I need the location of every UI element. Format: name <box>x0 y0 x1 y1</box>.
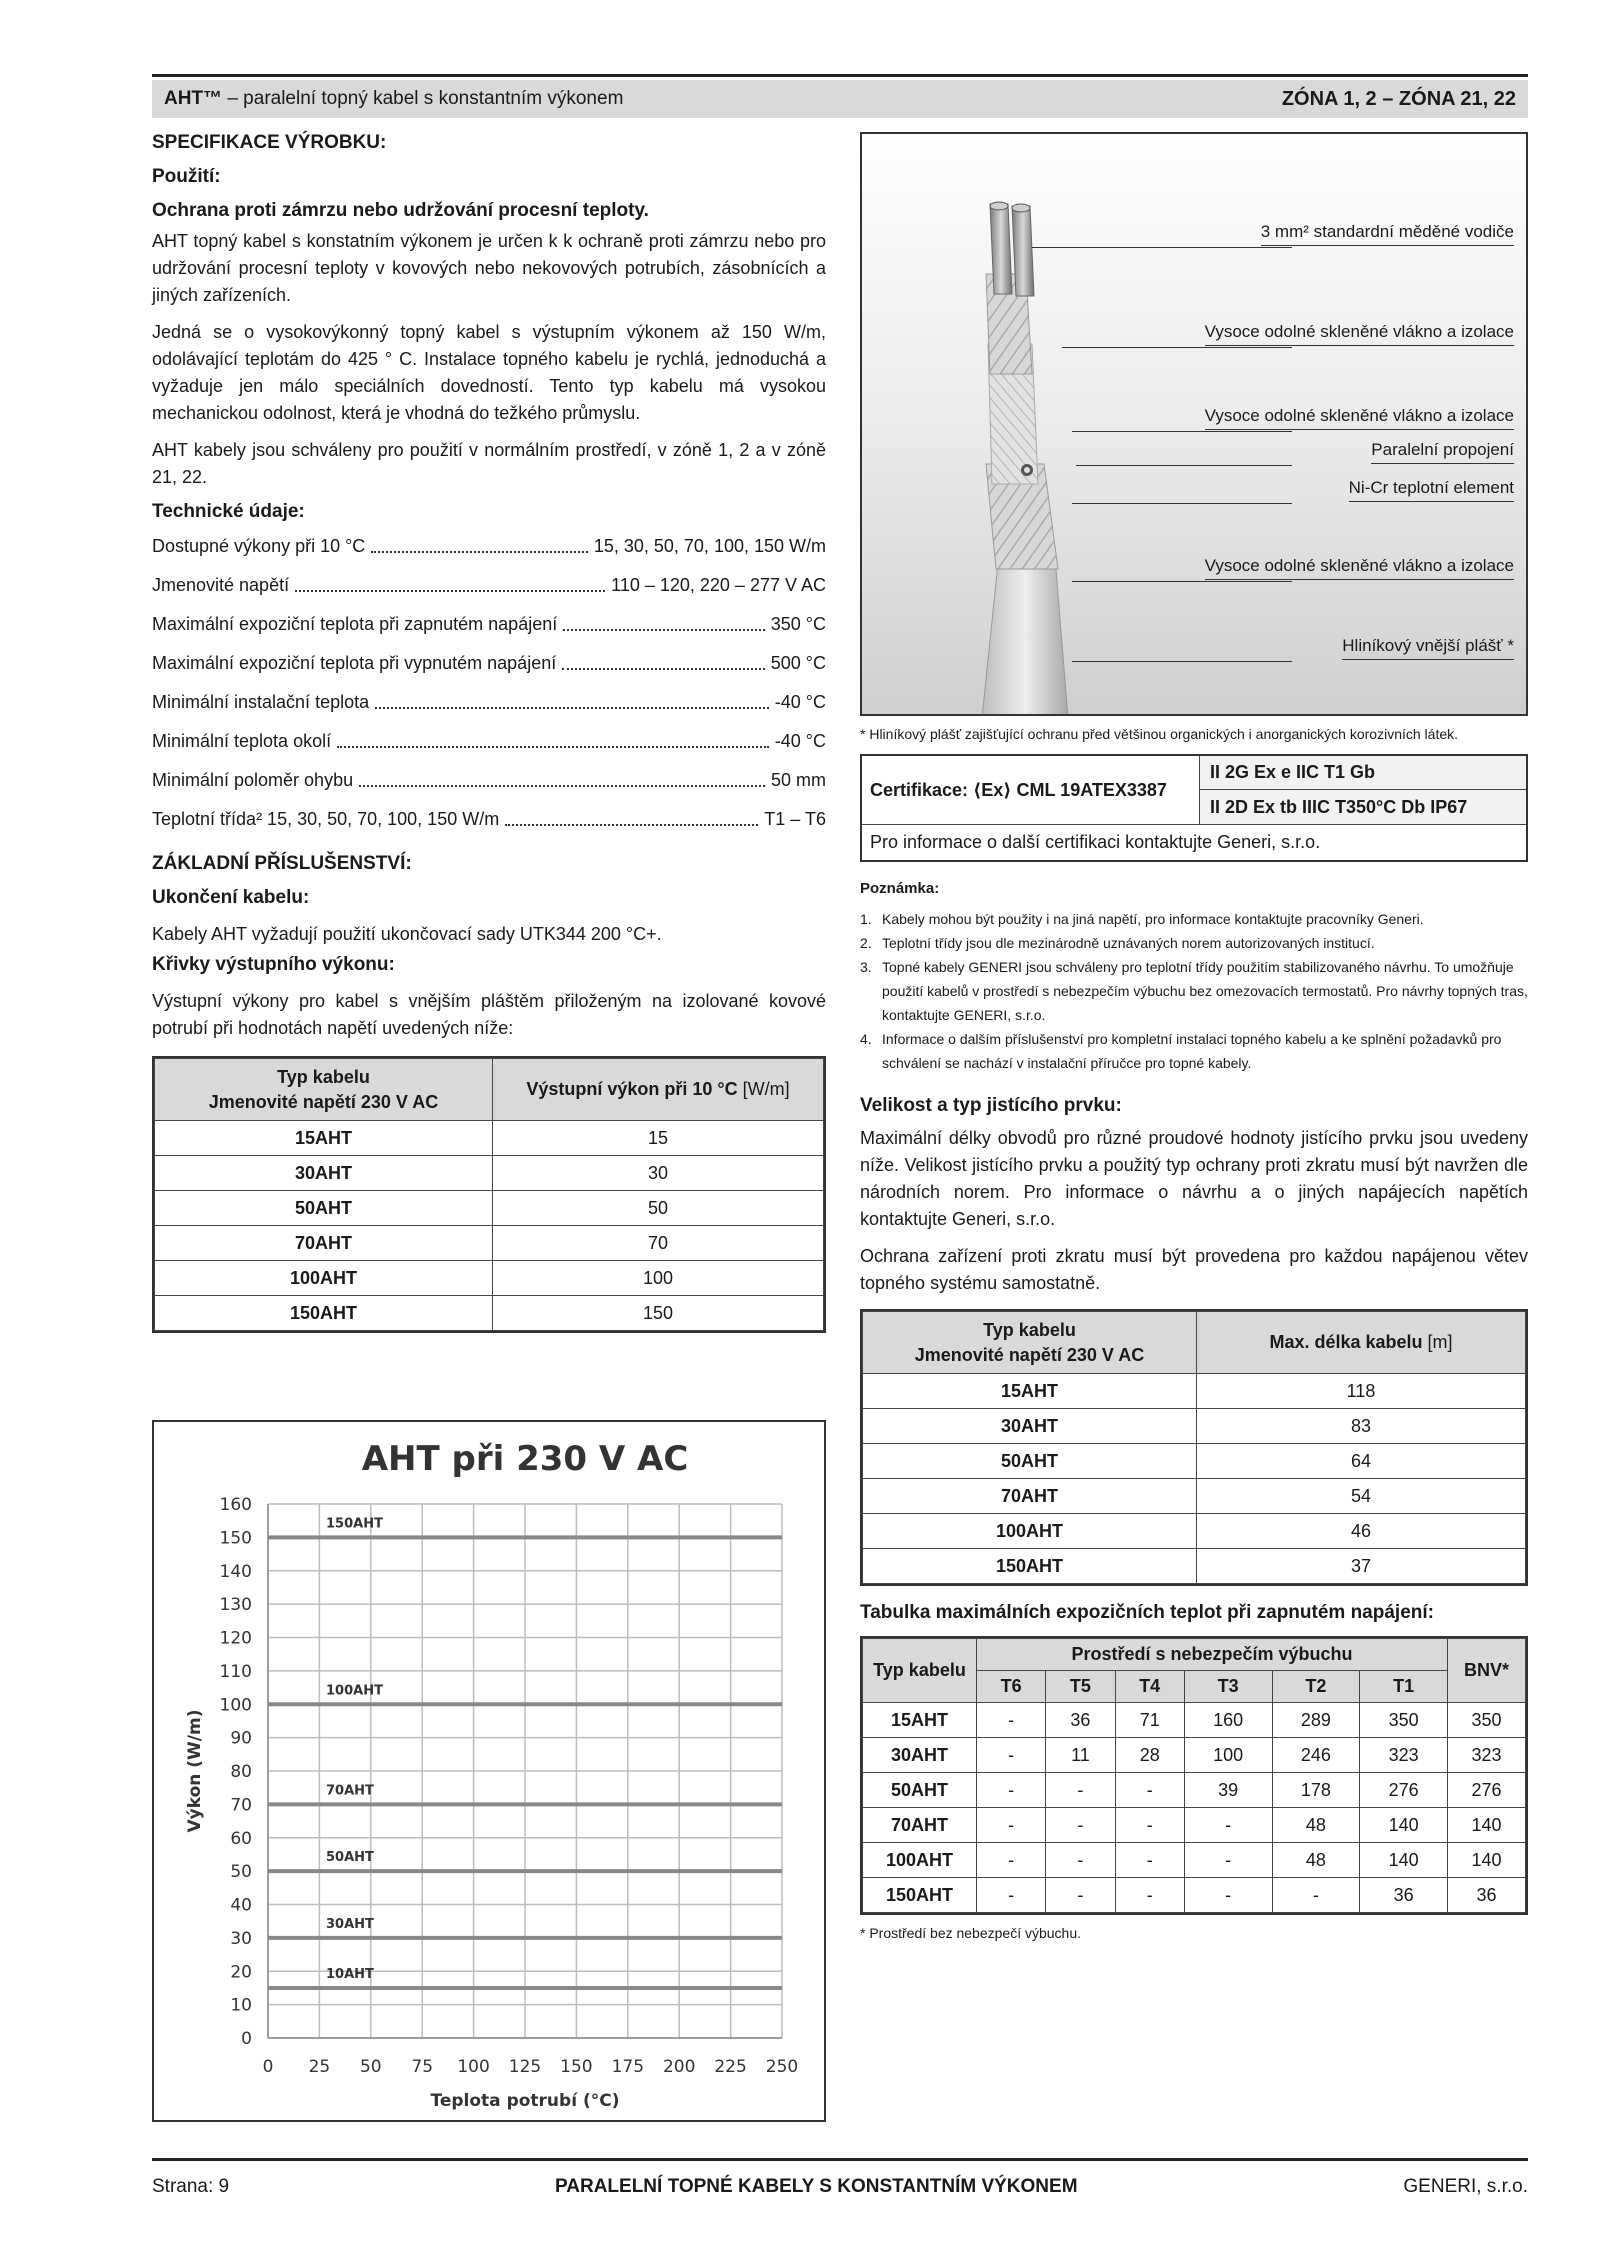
cell-value: 118 <box>1197 1374 1526 1409</box>
cell-value: 50 <box>493 1191 824 1226</box>
cell-type: 70AHT <box>863 1808 977 1843</box>
table-row <box>863 1773 1526 1808</box>
note-number: 3. <box>860 959 872 975</box>
tech-value: -40 °C <box>774 731 826 751</box>
cell-temp: 140 <box>1360 1808 1448 1843</box>
temp-col-type: Typ kabelu <box>863 1639 977 1703</box>
tech-row <box>152 800 826 839</box>
cell-temp: 48 <box>1272 1843 1360 1878</box>
table-row <box>155 1226 824 1261</box>
cell-temp: - <box>1184 1808 1272 1843</box>
tech-list <box>152 527 826 839</box>
tech-row <box>152 761 826 800</box>
note-item <box>860 907 1528 931</box>
temp-col-bnv: BNV* <box>1448 1639 1526 1703</box>
series-label: 70AHT <box>326 1783 374 1799</box>
figure-label: Vysoce odolné skleněné vlákno a izolace <box>1205 406 1514 430</box>
x-tick-label: 150 <box>560 2057 593 2077</box>
cell-bnv: 323 <box>1448 1738 1526 1773</box>
series-label: 10AHT <box>326 1966 374 1982</box>
cell-temp: 100 <box>1184 1738 1272 1773</box>
cell-value: 37 <box>1197 1549 1526 1584</box>
table-row <box>155 1156 824 1191</box>
y-tick-label: 100 <box>219 1695 252 1716</box>
notes-list <box>860 907 1528 1075</box>
dot-leader <box>505 814 758 826</box>
figure-label: Ni-Cr teplotní element <box>1349 478 1514 502</box>
header-zone: ZÓNA 1, 2 – ZÓNA 21, 22 <box>1281 87 1516 110</box>
cell-bnv: 36 <box>1448 1878 1526 1913</box>
footer-title: PARALELNÍ TOPNÉ KABELY S KONSTANTNÍM VÝKONEM <box>554 2176 1078 2197</box>
cell-temp: - <box>977 1703 1046 1738</box>
note-item <box>860 931 1528 955</box>
x-tick-label: 250 <box>765 2057 799 2077</box>
cell-type: 70AHT <box>155 1226 493 1261</box>
dot-leader <box>562 658 765 670</box>
cell-type: 100AHT <box>863 1514 1197 1549</box>
x-tick-label: 225 <box>714 2057 747 2077</box>
termination-heading: Ukončení kabelu: <box>152 887 310 908</box>
cell-value: 15 <box>493 1121 824 1156</box>
x-tick-label: 200 <box>662 2057 696 2077</box>
y-tick-label: 160 <box>219 1495 252 1515</box>
y-tick-label: 60 <box>230 1828 252 1849</box>
temp-class-header: T4 <box>1115 1671 1184 1703</box>
y-tick-label: 20 <box>230 1962 252 1983</box>
left-column <box>152 132 826 1333</box>
cert-marking-dust: II 2D Ex tb IIIC T350°C Db IP67 <box>1200 790 1526 824</box>
table-row <box>863 1738 1526 1773</box>
x-tick-label: 100 <box>457 2057 490 2077</box>
note-text: Kabely mohou být použity i na jiná napětí, pro informace kontaktujte pracovníky Generi. <box>882 911 1424 927</box>
temp-class-header: T5 <box>1046 1671 1115 1703</box>
cell-temp: 323 <box>1360 1738 1448 1773</box>
certification-box <box>860 754 1528 862</box>
curves-heading: Křivky výstupního výkonu: <box>152 954 395 975</box>
x-tick-label: 75 <box>411 2057 434 2077</box>
tech-label: Jmenovité napětí <box>152 575 290 595</box>
cell-temp: - <box>977 1738 1046 1773</box>
cert-label: Certifikace: ⟨Ex⟩ CML 19ATEX3387 <box>862 756 1200 824</box>
tech-label: Minimální poloměr ohybu <box>152 770 354 790</box>
cable-figure <box>860 132 1528 716</box>
notes-heading: Poznámka: <box>860 880 940 897</box>
cell-type: 15AHT <box>155 1121 493 1156</box>
top-rule <box>152 74 1528 77</box>
tech-value: 50 mm <box>770 770 826 790</box>
table-row <box>155 1296 824 1331</box>
chart-svg <box>154 1422 824 2120</box>
figure-leader-line <box>1072 503 1292 504</box>
y-tick-label: 150 <box>219 1528 252 1549</box>
tech-value: 110 – 120, 220 – 277 V AC <box>611 575 826 595</box>
cell-temp: 28 <box>1115 1738 1184 1773</box>
y-tick-label: 0 <box>241 2029 252 2049</box>
cell-temp: 36 <box>1360 1878 1448 1913</box>
use-subheading: Ochrana proti zámrzu nebo udržování procesní teploty. <box>152 200 649 221</box>
tech-label: Teplotní třída² 15, 30, 50, 70, 100, 150 W/m <box>152 809 500 829</box>
cell-value: 83 <box>1197 1409 1526 1444</box>
cert-info: Pro informace o další certifikaci kontaktujte Generi, s.r.o. <box>862 824 1526 860</box>
cell-type: 50AHT <box>863 1773 977 1808</box>
cell-type: 50AHT <box>863 1444 1197 1479</box>
cell-temp: - <box>977 1843 1046 1878</box>
breaker-paragraph-1: Maximální délky obvodů pro různé proudové hodnoty jistícího prvku jsou uvedeny níže. Velikost jistícího prvku a použitý typ ochrany proti zkratu musí být navržen dle národních norem. Pro informace o návrhu a o jiných napájecích napětích kontaktujte Generi, s.r.o. <box>860 1128 1528 1229</box>
cell-type: 150AHT <box>155 1296 493 1331</box>
cell-type: 30AHT <box>863 1409 1197 1444</box>
cell-temp: 350 <box>1360 1703 1448 1738</box>
y-tick-label: 120 <box>219 1628 252 1649</box>
y-tick-label: 80 <box>230 1762 252 1782</box>
cell-temp: - <box>1115 1773 1184 1808</box>
table-row <box>863 1703 1526 1738</box>
table-row <box>863 1808 1526 1843</box>
cell-temp: 289 <box>1272 1703 1360 1738</box>
page-footer <box>152 2176 1528 2198</box>
x-tick-label: 50 <box>359 2057 382 2077</box>
power-chart <box>152 1420 826 2122</box>
output-table <box>152 1056 826 1333</box>
cell-temp: 178 <box>1272 1773 1360 1808</box>
bottom-rule <box>152 2158 1528 2161</box>
cell-temp: - <box>1046 1808 1115 1843</box>
series-label: 30AHT <box>326 1916 374 1932</box>
table-row <box>155 1121 824 1156</box>
cell-temp: - <box>1115 1878 1184 1913</box>
dot-leader <box>371 541 588 553</box>
note-item <box>860 1027 1528 1075</box>
cell-value: 64 <box>1197 1444 1526 1479</box>
cell-temp: - <box>1115 1843 1184 1878</box>
length-col-type: Typ kabelu Jmenovité napětí 230 V AC <box>863 1312 1197 1374</box>
cell-type: 15AHT <box>863 1374 1197 1409</box>
cell-temp: - <box>1272 1878 1360 1913</box>
cell-temp: - <box>1046 1878 1115 1913</box>
figure-leader-line <box>1062 347 1292 348</box>
tech-label: Minimální teplota okolí <box>152 731 332 751</box>
figure-leader-line <box>1072 661 1292 662</box>
dot-leader <box>359 775 765 787</box>
figure-label: 3 mm² standardní měděné vodiče <box>1261 222 1514 246</box>
breaker-heading: Velikost a typ jistícího prvku: <box>860 1095 1122 1116</box>
figure-leader-line <box>1076 465 1292 466</box>
note-text: Topné kabely GENERI jsou schváleny pro teplotní třídy použitím stabilizovaného návrhu. To umožňuje použití kabelů v prostředí s nebezpečím výbuchu bez omezovacích termostatů. Pro návrhy topných tras, kontaktujte GENERI, s.r.o. <box>882 959 1528 1023</box>
tech-row <box>152 683 826 722</box>
y-axis-label: Výkon (W/m) <box>185 1709 205 1833</box>
table-row <box>863 1409 1526 1444</box>
note-number: 4. <box>860 1031 872 1047</box>
cell-bnv: 276 <box>1448 1773 1526 1808</box>
cell-temp: 39 <box>1184 1773 1272 1808</box>
cell-type: 30AHT <box>863 1738 977 1773</box>
spec-paragraph-1: AHT topný kabel s konstatním výkonem je určen k k ochraně proti zámrzu nebo pro udržování procesní teploty v kovových nebo nekovových potrubích, zásobnících a jiných zařízeních. <box>152 231 826 305</box>
y-tick-label: 10 <box>230 1995 252 2016</box>
y-tick-label: 130 <box>219 1595 252 1616</box>
cell-temp: 160 <box>1184 1703 1272 1738</box>
tech-row <box>152 527 826 566</box>
tech-label: Minimální instalační teplota <box>152 692 370 712</box>
table-row <box>863 1479 1526 1514</box>
spec-heading: SPECIFIKACE VÝROBKU: <box>152 132 387 153</box>
cell-type: 100AHT <box>155 1261 493 1296</box>
cell-temp: 140 <box>1360 1843 1448 1878</box>
temp-class-header: T2 <box>1272 1671 1360 1703</box>
cert-marking-gas: II 2G Ex e IIC T1 Gb <box>1200 756 1526 790</box>
x-tick-label: 125 <box>508 2057 542 2077</box>
y-tick-label: 40 <box>230 1895 252 1916</box>
footer-company: GENERI, s.r.o. <box>1403 2176 1528 2197</box>
table-row <box>863 1549 1526 1584</box>
breaker-paragraph-2: Ochrana zařízení proti zkratu musí být provedena pro každou napájenou větev topného systému samostatně. <box>860 1246 1528 1293</box>
cell-temp: 11 <box>1046 1738 1115 1773</box>
temp-table <box>860 1636 1528 1915</box>
tech-row <box>152 605 826 644</box>
cell-type: 30AHT <box>155 1156 493 1191</box>
temp-class-header: T1 <box>1360 1671 1448 1703</box>
cell-value: 70 <box>493 1226 824 1261</box>
x-tick-label: 0 <box>262 2057 274 2077</box>
cell-type: 15AHT <box>863 1703 977 1738</box>
table-row <box>863 1878 1526 1913</box>
table-row <box>155 1261 824 1296</box>
figure-leader-line <box>1032 247 1292 248</box>
figure-label: Paralelní propojení <box>1371 440 1514 464</box>
tech-row <box>152 566 826 605</box>
tech-value: -40 °C <box>774 692 826 712</box>
y-tick-label: 90 <box>230 1728 252 1749</box>
tech-value: 15, 30, 50, 70, 100, 150 W/m <box>593 536 826 556</box>
cell-temp: - <box>1184 1843 1272 1878</box>
chart-title: AHT při 230 V AC <box>361 1439 689 1479</box>
cell-temp: 276 <box>1360 1773 1448 1808</box>
tech-value: T1 – T6 <box>764 809 826 829</box>
series-label: 150AHT <box>326 1516 383 1532</box>
cell-type: 150AHT <box>863 1549 1197 1584</box>
cell-temp: - <box>1046 1773 1115 1808</box>
temp-table-footnote: * Prostředí bez nebezpečí výbuchu. <box>860 1925 1082 1941</box>
tech-label: Dostupné výkony při 10 °C <box>152 536 366 556</box>
table-row <box>863 1843 1526 1878</box>
dot-leader <box>563 619 765 631</box>
note-text: Informace o dalším příslušenství pro kompletní instalaci topného kabelu a ke splnění požadavků pro schválení se nachází v instalační příručce pro topné kabely. <box>882 1031 1502 1071</box>
cell-value: 100 <box>493 1261 824 1296</box>
cell-temp: 36 <box>1046 1703 1115 1738</box>
y-tick-label: 110 <box>219 1661 252 1682</box>
note-text: Teplotní třídy jsou dle mezinárodně uznávaných norem autorizovaných institucí. <box>882 935 1375 951</box>
table-row <box>863 1444 1526 1479</box>
spec-paragraph-3: AHT kabely jsou schváleny pro použití v normálním prostředí, v zóně 1, 2 a v zóně 21, 22. <box>152 440 826 487</box>
tech-row <box>152 722 826 761</box>
table-row <box>155 1191 824 1226</box>
length-table <box>860 1309 1528 1586</box>
cell-value: 54 <box>1197 1479 1526 1514</box>
temp-table-heading: Tabulka maximálních expozičních teplot při zapnutém napájení: <box>860 1602 1434 1623</box>
temp-class-header: T3 <box>1184 1671 1272 1703</box>
x-tick-label: 25 <box>308 2057 331 2077</box>
dot-leader <box>295 580 605 592</box>
note-item <box>860 955 1528 1027</box>
figure-label: Vysoce odolné skleněné vlákno a izolace <box>1205 322 1514 346</box>
note-number: 1. <box>860 911 872 927</box>
curves-text: Výstupní výkony pro kabel s vnějším pláštěm přiloženým na izolované kovové potrubí při hodnotách napětí uvedených níže: <box>152 991 826 1038</box>
note-number: 2. <box>860 935 872 951</box>
y-tick-label: 30 <box>230 1928 252 1949</box>
x-axis-label: Teplota potrubí (°C) <box>430 2091 620 2111</box>
cell-type: 70AHT <box>863 1479 1197 1514</box>
y-tick-label: 140 <box>219 1561 252 1582</box>
cell-temp: 48 <box>1272 1808 1360 1843</box>
dot-leader <box>375 697 769 709</box>
length-col-value: Max. délka kabelu [m] <box>1197 1312 1526 1374</box>
cell-value: 30 <box>493 1156 824 1191</box>
cell-value: 150 <box>493 1296 824 1331</box>
accessories-heading: ZÁKLADNÍ PŘÍSLUŠENSTVÍ: <box>152 853 412 874</box>
output-col-type: Typ kabelu Jmenovité napětí 230 V AC <box>155 1059 493 1121</box>
tech-label: Maximální expoziční teplota při zapnutém napájení <box>152 614 558 634</box>
figure-label: Hliníkový vnější plášť * <box>1342 636 1514 660</box>
footer-page: Strana: 9 <box>152 2176 230 2197</box>
figure-label: Vysoce odolné skleněné vlákno a izolace <box>1205 556 1514 580</box>
y-tick-label: 70 <box>230 1795 252 1816</box>
cell-bnv: 140 <box>1448 1843 1526 1878</box>
use-heading: Použití: <box>152 166 221 187</box>
tech-value: 350 °C <box>770 614 826 634</box>
tech-row <box>152 644 826 683</box>
cell-temp: - <box>977 1808 1046 1843</box>
cell-type: 50AHT <box>155 1191 493 1226</box>
cell-temp: - <box>1184 1878 1272 1913</box>
right-column <box>860 132 1528 1945</box>
header-title: AHT™ – paralelní topný kabel s konstantním výkonem <box>164 88 624 109</box>
cell-temp: 71 <box>1115 1703 1184 1738</box>
cell-temp: - <box>1115 1808 1184 1843</box>
cell-temp: 246 <box>1272 1738 1360 1773</box>
cell-bnv: 350 <box>1448 1703 1526 1738</box>
series-label: 100AHT <box>326 1683 383 1699</box>
temp-class-header: T6 <box>977 1671 1046 1703</box>
table-row <box>863 1514 1526 1549</box>
cell-temp: - <box>977 1773 1046 1808</box>
spec-paragraph-2: Jedná se o vysokovýkonný topný kabel s výstupním výkonem až 150 W/m, odolávající teplotám do 425 ° C. Instalace topného kabelu je rychlá, jednoduchá a vyžaduje jen málo speciálních dovedností. Tento typ kabelu má vysokou mechanickou odolnost, která je vhodná do težkého průmyslu. <box>152 322 826 423</box>
cell-value: 46 <box>1197 1514 1526 1549</box>
series-label: 50AHT <box>326 1850 374 1866</box>
cell-type: 100AHT <box>863 1843 977 1878</box>
cell-bnv: 140 <box>1448 1808 1526 1843</box>
output-col-value: Výstupní výkon při 10 °C [W/m] <box>493 1059 824 1121</box>
figure-leader-line <box>1072 431 1292 432</box>
cell-type: 150AHT <box>863 1878 977 1913</box>
cell-temp: - <box>977 1878 1046 1913</box>
tech-label: Maximální expoziční teplota při vypnutém napájení <box>152 653 557 673</box>
y-tick-label: 50 <box>230 1862 252 1883</box>
tech-value: 500 °C <box>770 653 826 673</box>
figure-footnote: * Hliníkový plášť zajišťující ochranu před většinou organických i anorganických korozivních látek. <box>860 726 1459 742</box>
cell-temp: - <box>1046 1843 1115 1878</box>
dot-leader <box>337 736 769 748</box>
figure-leader-line <box>1072 581 1292 582</box>
table-row <box>863 1374 1526 1409</box>
x-tick-label: 175 <box>611 2057 645 2077</box>
temp-col-group: Prostředí s nebezpečím výbuchu <box>977 1639 1448 1671</box>
tech-heading: Technické údaje: <box>152 501 305 522</box>
termination-text: Kabely AHT vyžadují použití ukončovací sady UTK344 200 °C+. <box>152 924 662 944</box>
page-header <box>152 80 1528 118</box>
